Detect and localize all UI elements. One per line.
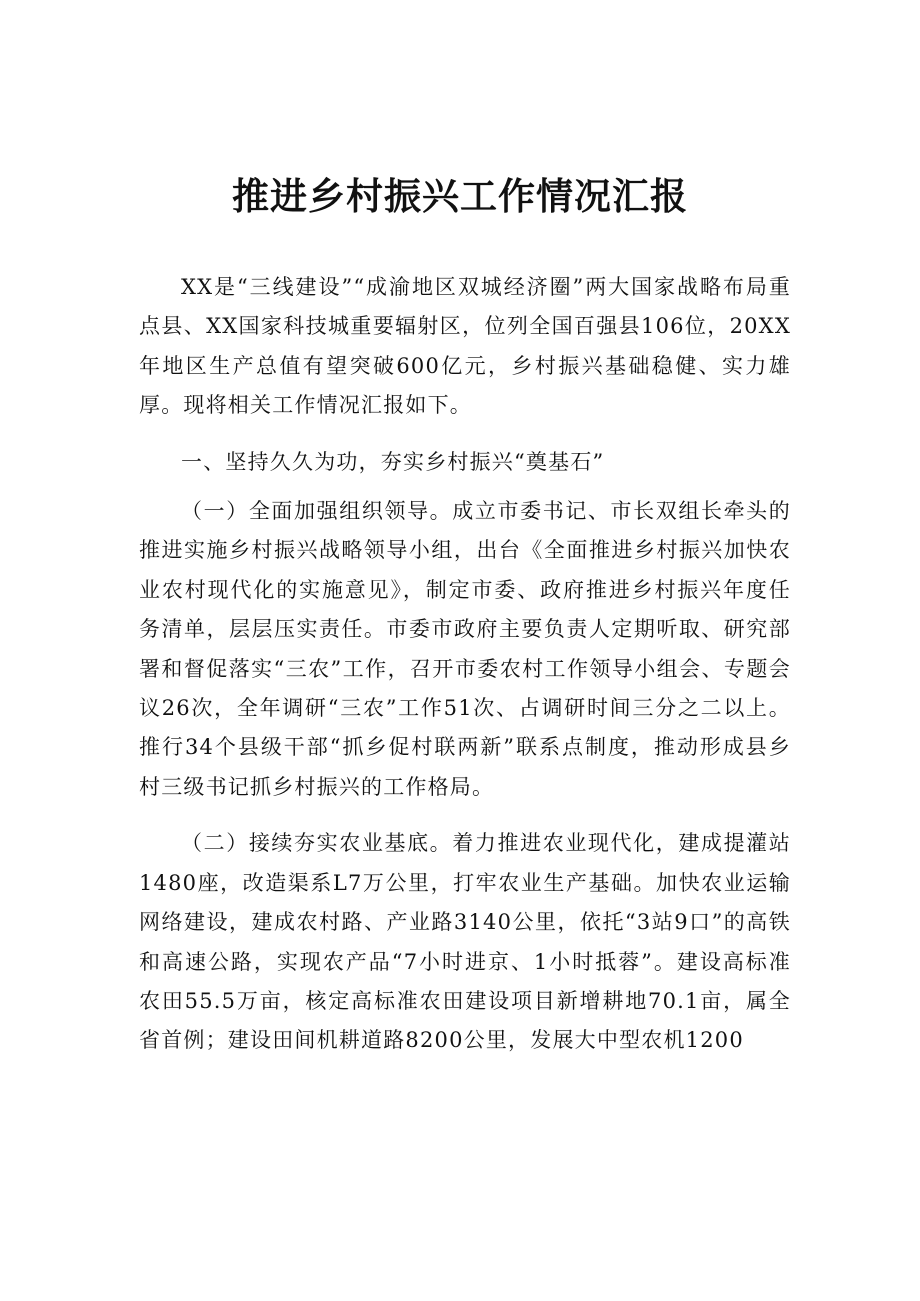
subsection-paragraph-2: （二）接续夯实农业基底。着力推进农业现代化，建成提灌站1480座，改造渠系L7万公里，打牢农业生产基础。加快农业运输网络建设，建成农村路、产业路3140公里，依托“3站9口”的高铁和高速公路，实现农产品“7小时进京、1小时抵蓉”。建设高标准农田55.5万亩，核定高标准农田建设项目新增耕地70.1亩，属全省首例；建设田间机耕道路8200公里，发展大中型农机1200 (139, 831, 791, 1053)
document-body (139, 268, 791, 1061)
document-title: 推进乡村振兴工作情况汇报 (232, 175, 688, 218)
section-heading-1: 一、坚持久久为功，夯实乡村振兴“奠基石” (181, 449, 605, 474)
intro-paragraph: XX是“三线建设”“成渝地区双城经济圈”两大国家战略布局重点县、XX国家科技城重要辐射区，位列全国百强县106位，20XX年地区生产总值有望突破600亿元，乡村振兴基础稳健、实力雄厚。现将相关工作情况汇报如下。 (139, 275, 791, 418)
subsection-paragraph-1: （一）全面加强组织领导。成立市委书记、市长双组长牵头的推进实施乡村振兴战略领导小组，出台《全面推进乡村振兴加快农业农村现代化的实施意见》，制定市委、政府推进乡村振兴年度任务清单，层层压实责任。市委市政府主要负责人定期听取、研究部署和督促落实“三农”工作，召开市委农村工作领导小组会、专题会议26次，全年调研“三农”工作51次、占调研时间三分之二以上。推行34个县级干部“抓乡促村联两新”联系点制度，推动形成县乡村三级书记抓乡村振兴的工作格局。 (139, 499, 791, 799)
